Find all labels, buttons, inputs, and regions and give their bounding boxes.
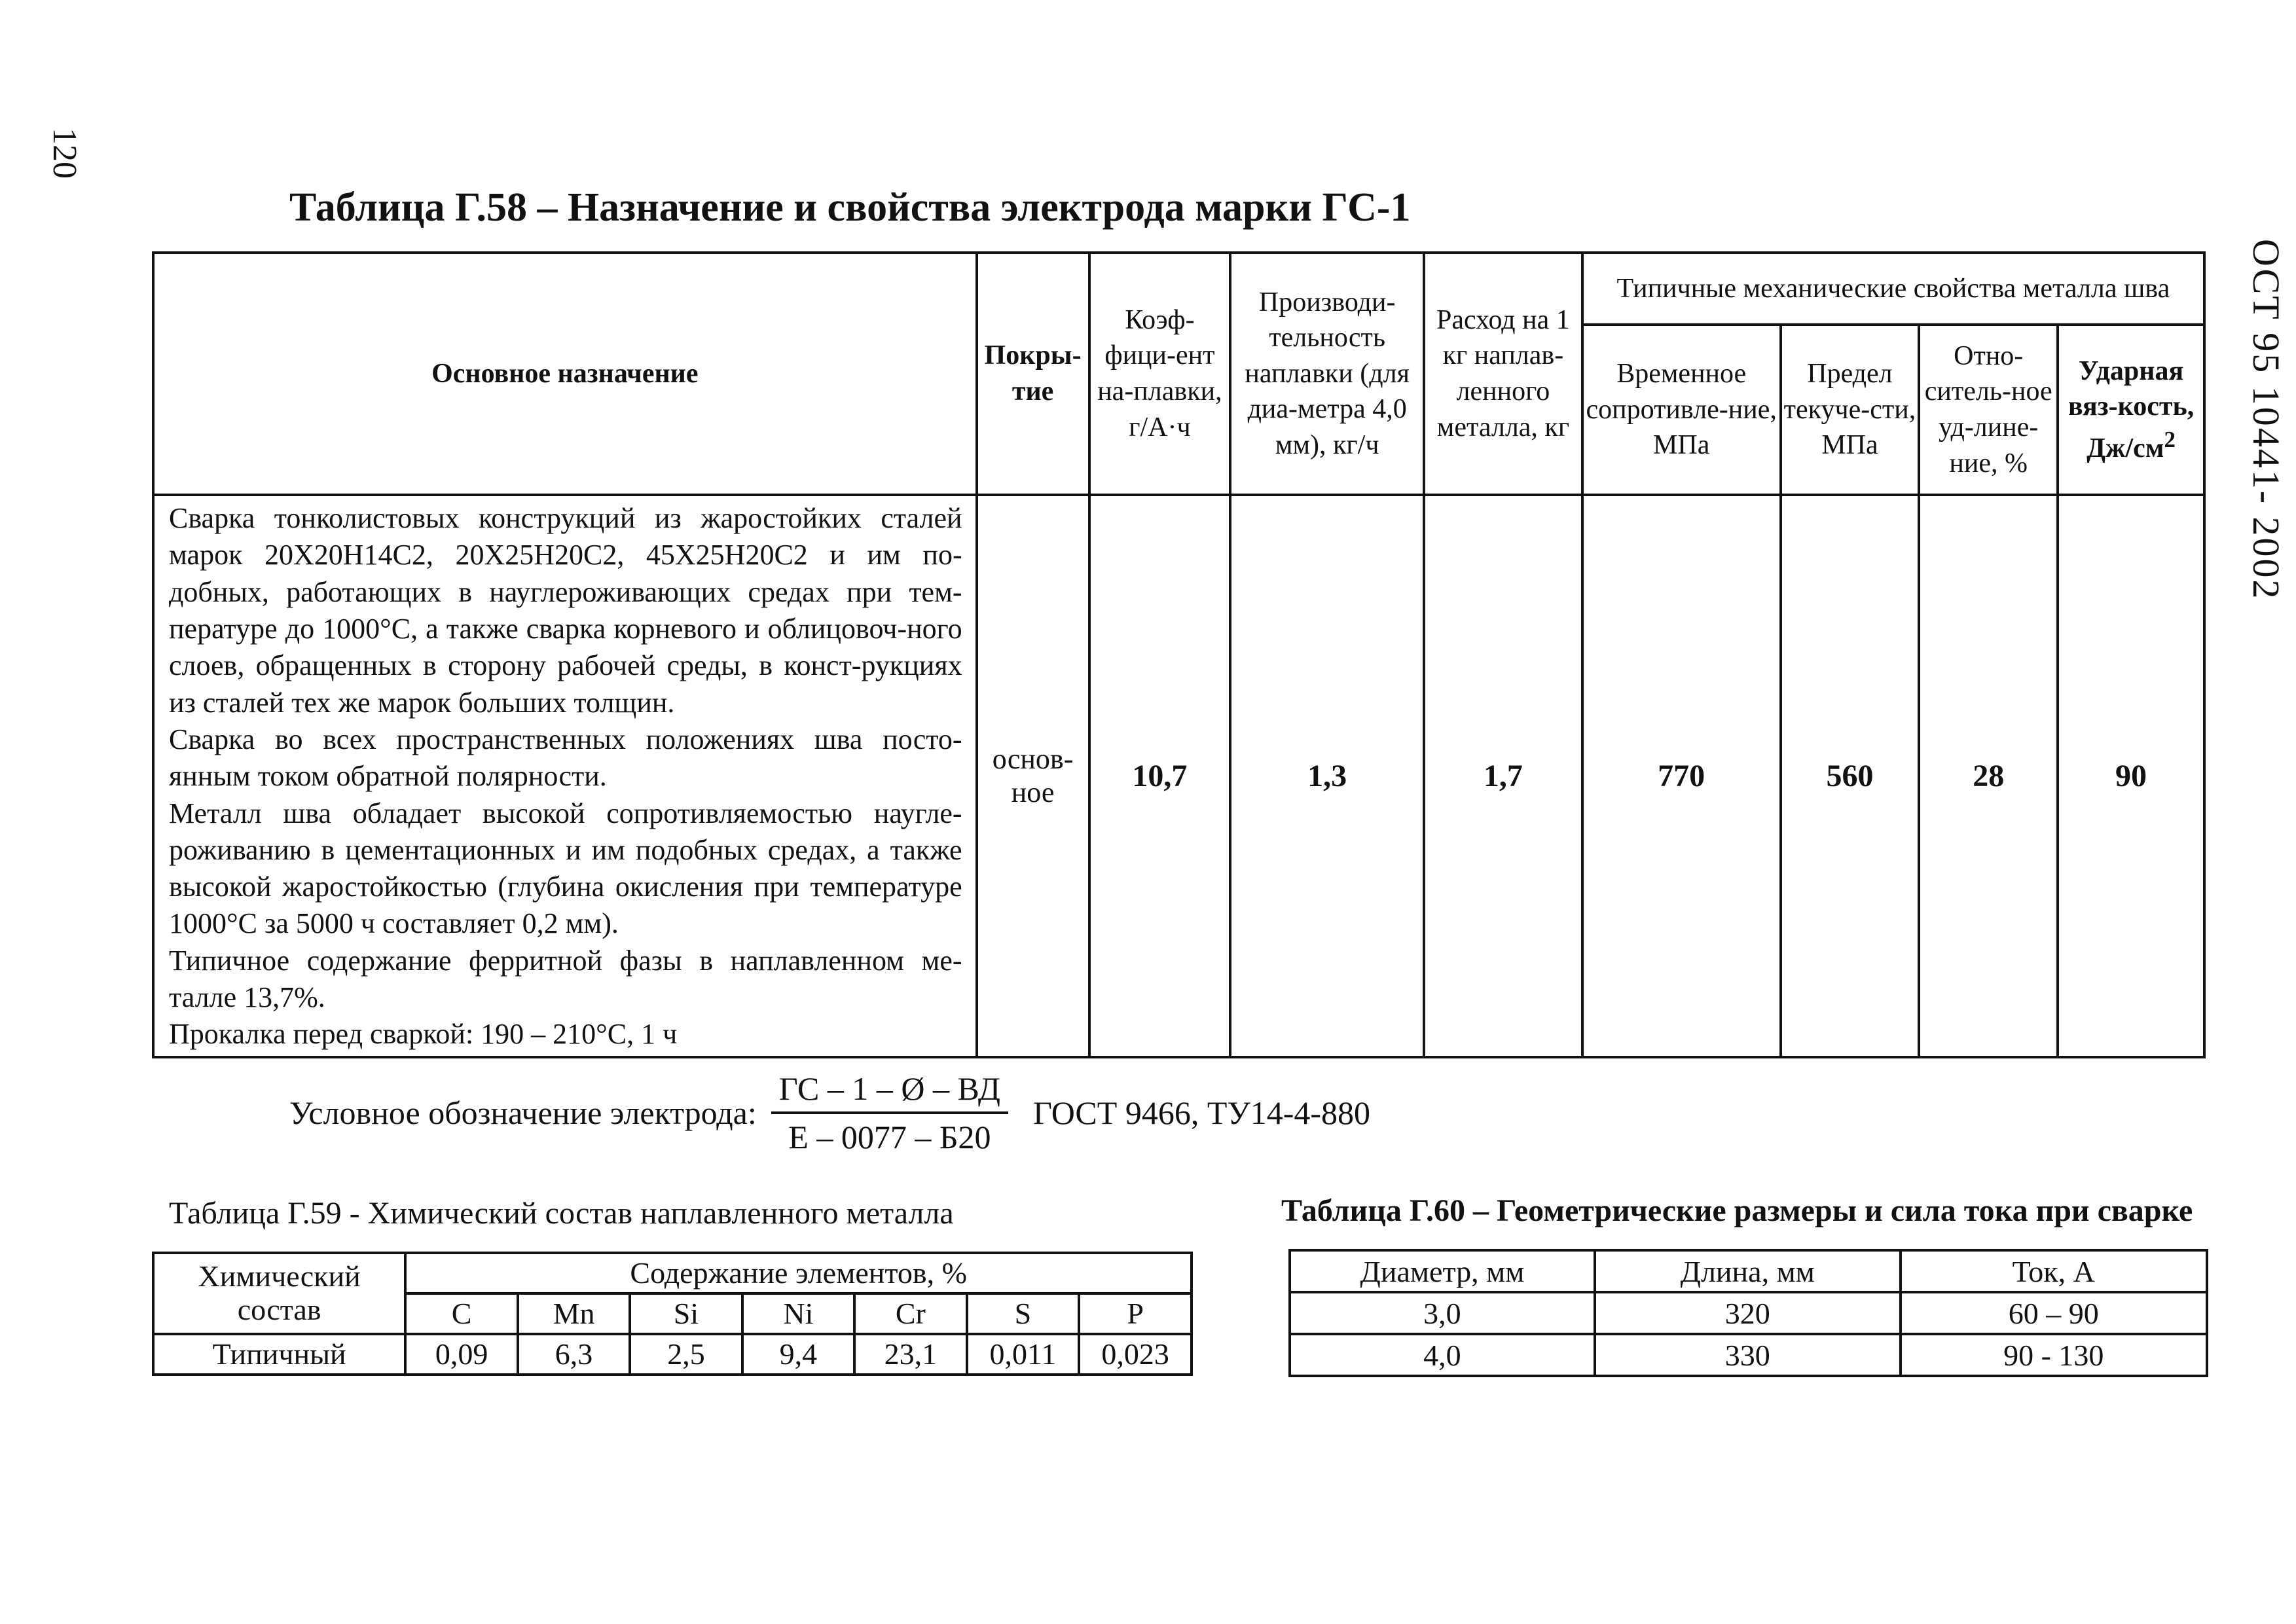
value-tensile: 770 — [1582, 495, 1781, 1057]
element-header: Si — [630, 1293, 742, 1334]
element-value: 0,011 — [967, 1334, 1080, 1375]
page-number: 120 — [46, 128, 83, 179]
header-chem-composition: Химический состав — [153, 1253, 405, 1334]
electrode-designation — [289, 1064, 1370, 1162]
table-cell: 330 — [1595, 1334, 1901, 1376]
header-mech-properties: Типичные механические свойства металла шва — [1582, 253, 2204, 325]
header-consumption: Расход на 1 кг наплав-ленного металла, кг — [1424, 253, 1582, 495]
header-impact — [2058, 325, 2204, 495]
document-code: ОСТ 95 10441- 2002 — [2245, 239, 2287, 601]
element-value: 0,023 — [1079, 1334, 1192, 1375]
description-paragraph: Сварка тонколистовых конструкций из жаростойких сталей марок 20Х20Н14С2, 20Х25Н20С2, 45Х25Н20С2 и им по-добных, работающих в науглероживающих средах при тем-пературе до 1000°С, а также сварка корневого и облицовоч-ного слоев, обращенных в сторону рабочей среды, в конст-рукциях из сталей тех же марок больших толщин. — [169, 502, 962, 719]
table58 — [152, 251, 2206, 1058]
header-diameter: Диаметр, мм — [1290, 1250, 1595, 1292]
purpose-description — [153, 495, 977, 1057]
element-header: S — [967, 1293, 1080, 1334]
table-cell: 60 – 90 — [1901, 1292, 2207, 1334]
element-header: C — [405, 1293, 518, 1334]
table58-caption: Таблица Г.58 – Назначение и свойства электрода марки ГС-1 — [289, 185, 1411, 230]
designation-label: Условное обозначение электрода: — [289, 1094, 757, 1131]
value-elongation: 28 — [1919, 495, 2058, 1057]
header-coating: Покры-тие — [977, 253, 1089, 495]
designation-numerator: ГС – 1 – Ø – ВД — [771, 1070, 1008, 1114]
element-header: Cr — [854, 1293, 967, 1334]
table59 — [152, 1252, 1193, 1376]
header-deposition-coef: Коэф-фици-ент на-плавки, г/А·ч — [1089, 253, 1231, 495]
row-label-typical: Типичный — [153, 1334, 405, 1375]
table-cell: 90 - 130 — [1901, 1334, 2207, 1376]
value-consumption: 1,7 — [1424, 495, 1582, 1057]
value-deposition-coef: 10,7 — [1089, 495, 1231, 1057]
value-yield: 560 — [1781, 495, 1920, 1057]
designation-denominator: Е – 0077 – Б20 — [788, 1119, 991, 1155]
element-value: 0,09 — [405, 1334, 518, 1375]
description-paragraph: Металл шва обладает высокой сопротивляемостью наугле-роживанию в цементационных и им подобных средах, а также высокой жаростойкостью (глубина окисления при температуре 1000°С за 5000 ч составляет 0,2 мм). — [169, 797, 962, 940]
header-current: Ток, А — [1901, 1250, 2207, 1292]
element-header: P — [1079, 1293, 1192, 1334]
header-element-content: Содержание элементов, % — [405, 1253, 1192, 1293]
table-cell: 320 — [1595, 1292, 1901, 1334]
header-impact-unit-sup: 2 — [2164, 426, 2176, 452]
description-paragraph: Сварка во всех пространственных положениях шва посто-янным током обратной полярности. — [169, 723, 962, 793]
table-cell: 3,0 — [1290, 1292, 1595, 1334]
element-header: Mn — [518, 1293, 630, 1334]
table60-caption: Таблица Г.60 – Геометрические размеры и сила тока при сварке — [1281, 1193, 2193, 1228]
element-header: Ni — [742, 1293, 854, 1334]
header-impact-label: Ударная вяз-кость, — [2068, 355, 2195, 422]
designation-standard: ГОСТ 9466, ТУ14-4-880 — [1033, 1094, 1371, 1131]
header-purpose: Основное назначение — [153, 253, 977, 495]
header-impact-unit: Дж/см — [2086, 433, 2164, 463]
element-value: 9,4 — [742, 1334, 854, 1375]
header-yield: Предел текуче-сти, МПа — [1781, 325, 1920, 495]
element-value: 2,5 — [630, 1334, 742, 1375]
header-elongation: Отно-ситель-ное уд-лине-ние, % — [1919, 325, 2058, 495]
value-impact: 90 — [2058, 495, 2204, 1057]
header-tensile: Временное сопротивле-ние, МПа — [1582, 325, 1781, 495]
value-coating: основ-ное — [977, 495, 1089, 1057]
table60 — [1288, 1249, 2208, 1377]
table-cell: 4,0 — [1290, 1334, 1595, 1376]
description-paragraph: Прокалка перед сваркой: 190 – 210°С, 1 ч — [169, 1018, 678, 1051]
header-productivity: Производи-тельность наплавки (для диа-метра 4,0 мм), кг/ч — [1230, 253, 1424, 495]
element-value: 23,1 — [854, 1334, 967, 1375]
value-productivity: 1,3 — [1230, 495, 1424, 1057]
table59-caption: Таблица Г.59 - Химический состав наплавленного металла — [169, 1196, 954, 1231]
element-value: 6,3 — [518, 1334, 630, 1375]
description-paragraph: Типичное содержание ферритной фазы в наплавленном ме-талле 13,7%. — [169, 944, 962, 1014]
header-length: Длина, мм — [1595, 1250, 1901, 1292]
designation-fraction — [771, 1070, 1008, 1156]
